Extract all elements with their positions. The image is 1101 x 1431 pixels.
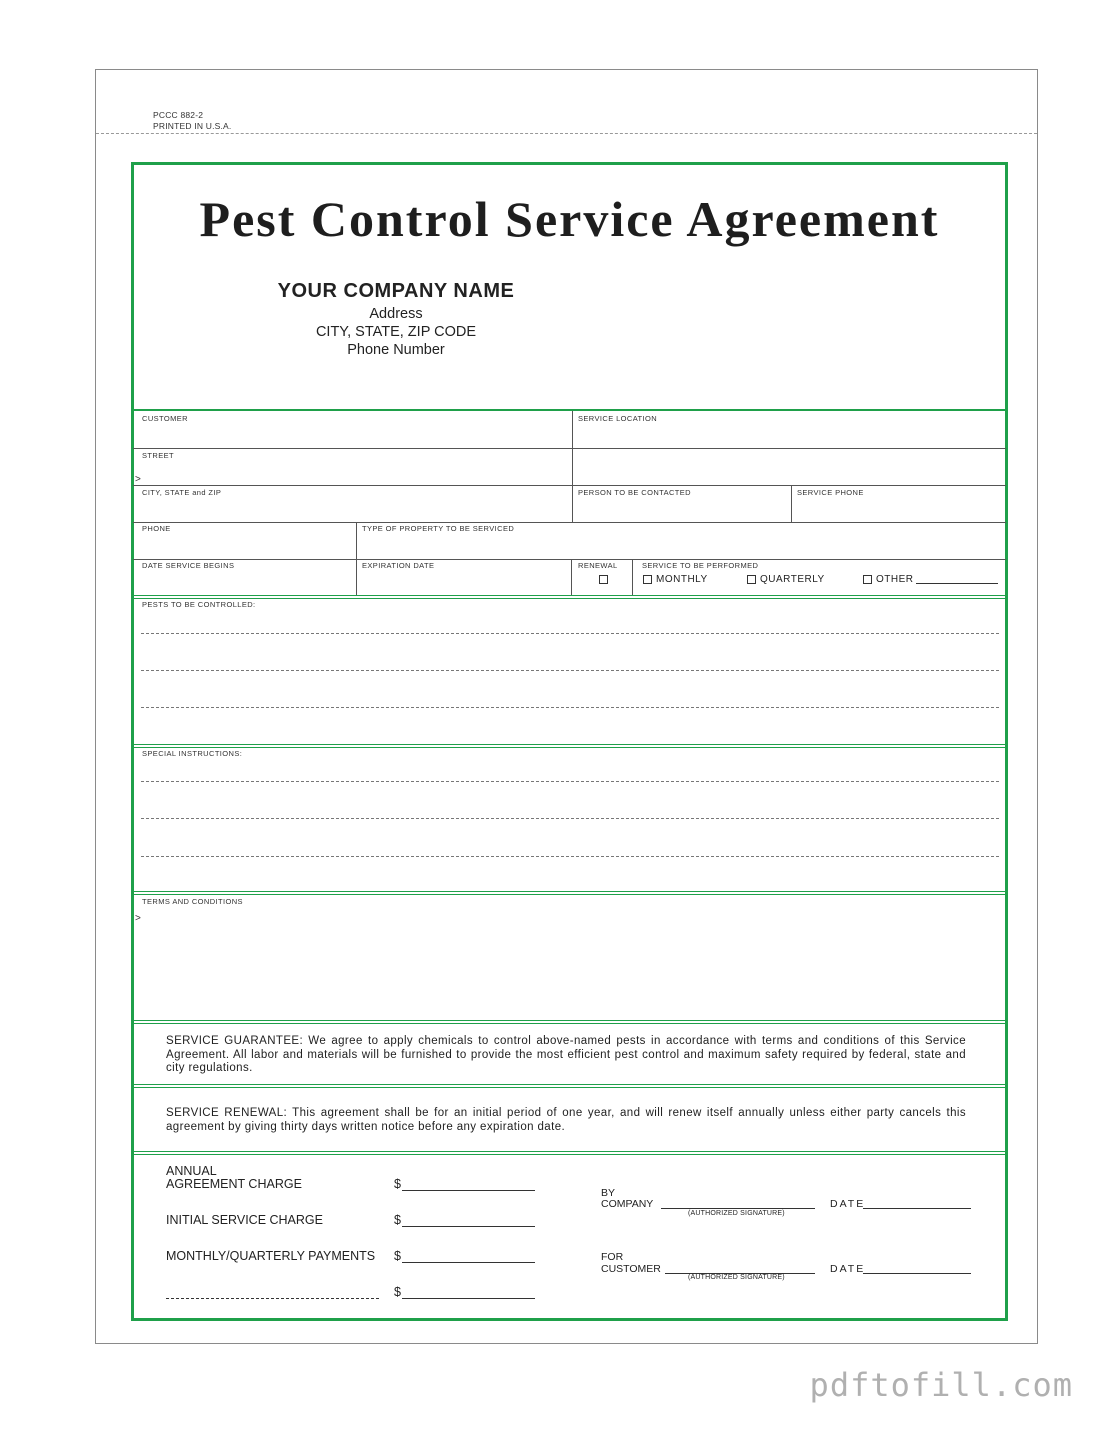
print-code-line2: PRINTED IN U.S.A. [153,121,232,131]
by-label: BY [601,1187,616,1199]
terms-divider-bottom [133,894,1006,895]
customer-date-line[interactable] [863,1273,971,1274]
initial-charge-label: INITIAL SERVICE CHARGE [166,1213,323,1227]
company-date-line[interactable] [863,1208,971,1209]
guarantee-divider-bottom [133,1023,1006,1024]
person-contacted-field[interactable]: PERSON TO BE CONTACTED [578,488,691,497]
grid-line [791,485,792,522]
quarterly-checkbox[interactable] [747,575,756,584]
service-phone-field[interactable]: SERVICE PHONE [797,488,864,497]
grid-line [133,448,1006,449]
charges-divider-bottom [133,1154,1006,1155]
pests-writing-line[interactable] [141,670,999,671]
terms-marker: > [135,913,141,924]
print-code-line1: PCCC 882-2 [153,110,204,120]
service-renewal-text: SERVICE RENEWAL: This agreement shall be for an initial period of one year, and will renew itself annually unless either party cancels this agreement by giving thirty days written notice before any expiration date. [166,1107,966,1133]
page-title: Pest Control Service Agreement [199,191,940,247]
special-section-label: SPECIAL INSTRUCTIONS: [142,749,243,758]
company-sign-label: COMPANY [601,1198,654,1210]
watermark: pdftofill.com [809,1366,1073,1404]
customer-date-label: DATE [830,1263,866,1275]
monthly-label: MONTHLY [656,574,708,585]
green-form-frame [131,162,1008,1321]
service-location-field[interactable]: SERVICE LOCATION [578,414,658,423]
monthly-checkbox[interactable] [643,575,652,584]
company-date-label: DATE [830,1198,866,1210]
special-divider-bottom [133,747,1006,748]
grid-line [356,522,357,595]
customer-authorized-caption: (AUTHORIZED SIGNATURE) [688,1274,785,1281]
special-divider-top [133,744,1006,745]
grid-line [571,559,572,595]
payments-input[interactable] [402,1262,535,1263]
annual-charge-label-line2: AGREEMENT CHARGE [166,1177,302,1191]
pests-divider-top [133,595,1006,596]
other-checkbox[interactable] [863,575,872,584]
custom-currency-sign: $ [394,1285,401,1299]
initial-charge-input[interactable] [402,1226,535,1227]
service-performed-label: SERVICE TO BE PERFORMED [642,561,759,570]
grid-line [133,485,1006,486]
customer-field[interactable]: CUSTOMER [142,414,188,423]
terms-input-area[interactable] [141,925,999,1015]
special-writing-line[interactable] [141,856,999,857]
terms-divider-top [133,891,1006,892]
initial-currency-sign: $ [394,1213,401,1227]
company-phone: Phone Number [347,342,445,358]
property-type-field[interactable]: TYPE OF PROPERTY TO BE SERVICED [362,524,515,533]
renewal-divider-bottom [133,1087,1006,1088]
other-input-line[interactable] [916,583,998,584]
payments-currency-sign: $ [394,1249,401,1263]
company-address: Address [369,306,423,322]
phone-field[interactable]: PHONE [142,524,171,533]
special-writing-line[interactable] [141,781,999,782]
expiration-date-field[interactable]: EXPIRATION DATE [362,561,435,570]
pests-writing-line[interactable] [141,633,999,634]
grid-line [133,559,1006,560]
renewal-divider-top [133,1084,1006,1085]
custom-charge-input[interactable] [402,1298,535,1299]
service-guarantee-text: SERVICE GUARANTEE: We agree to apply chemicals to control above-named pests in accordance with terms and conditions of this Service Agreement. All labor and materials will be furnished to provide the most efficient pest control and maximum safety required by federal, state and city regulations. [166,1035,966,1074]
special-writing-line[interactable] [141,818,999,819]
terms-section-label: TERMS AND CONDITIONS [142,897,243,906]
charges-divider-top [133,1151,1006,1152]
annual-charge-input[interactable] [402,1190,535,1191]
company-name: YOUR COMPANY NAME [277,280,515,302]
guarantee-divider-top [133,1020,1006,1021]
renewal-checkbox[interactable] [599,575,608,584]
other-label: OTHER [876,574,914,585]
annual-charge-label-line1: ANNUAL [166,1164,217,1178]
company-city-state-zip: CITY, STATE, ZIP CODE [315,324,477,340]
for-label: FOR [601,1251,624,1263]
pests-writing-line[interactable] [141,707,999,708]
field-marker: > [135,474,141,485]
street-field[interactable]: STREET [142,451,174,460]
customer-sign-label: CUSTOMER [601,1263,661,1275]
renewal-label: RENEWAL [578,561,618,570]
date-service-begins-field[interactable]: DATE SERVICE BEGINS [142,561,235,570]
grid-line [572,411,573,522]
company-signature-line[interactable] [661,1208,815,1209]
perforation-line [96,133,1037,134]
city-state-zip-field[interactable]: CITY, STATE and ZIP [142,488,222,497]
grid-line [133,522,1006,523]
payments-label: MONTHLY/QUARTERLY PAYMENTS [166,1249,376,1263]
header-divider [133,409,1006,411]
custom-charge-label-line[interactable] [166,1298,379,1299]
pests-section-label: PESTS TO BE CONTROLLED: [142,600,256,609]
annual-currency-sign: $ [394,1177,401,1191]
grid-line [632,559,633,595]
quarterly-label: QUARTERLY [760,574,825,585]
pests-divider-bottom [133,598,1006,599]
company-authorized-caption: (AUTHORIZED SIGNATURE) [688,1210,785,1217]
